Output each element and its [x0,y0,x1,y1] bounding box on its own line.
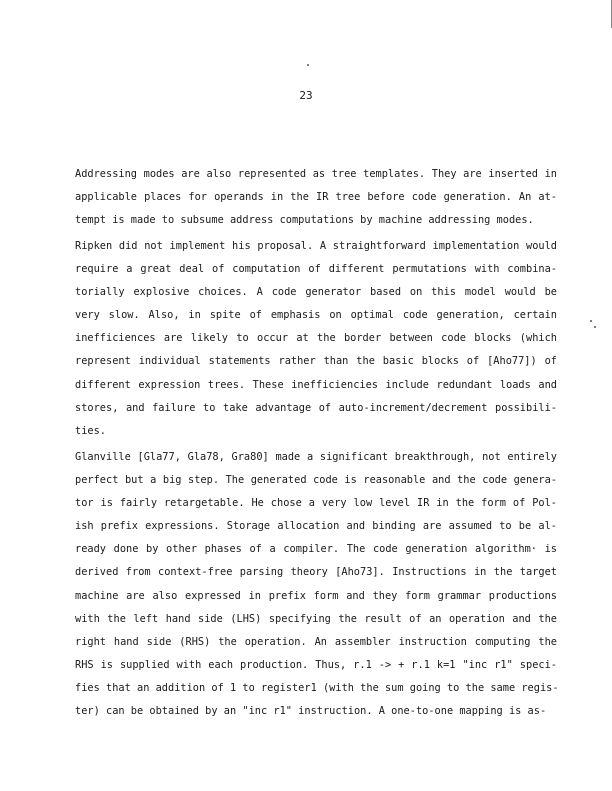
page-number: 23 [299,89,313,102]
scan-speck [590,320,592,322]
text-line: with the left hand side (LHS) specifying the result of an operation and the [75,612,557,625]
text-line: derived from context-free parsing theory [Aho73]. Instructions in the target [75,566,557,579]
text-line: torially explosive choices. A code generator based on this model would be [75,286,557,299]
text-line: right hand side (RHS) the operation. An assembler instruction computing the [75,635,557,648]
scan-speck [594,326,596,328]
text-line: perfect but a big step. The generated code is reasonable and the code genera- [75,474,557,487]
text-line: machine are also expressed in prefix form and they form grammar productions [75,589,557,602]
paragraph-ripken [75,235,557,443]
text-line: applicable places for operands in the IR tree before code generation. An at- [75,191,557,204]
text-line: tempt is made to subsume address computations by machine addressing modes. [75,214,534,227]
text-line: Glanville [Gla77, Gla78, Gra80] made a significant breakthrough, not entirely [75,451,557,463]
text-line: ready done by other phases of a compiler. The code generation algorithm· is [75,543,557,556]
text-line: ties. [75,424,106,437]
text-line: different expression trees. These inefficiencies include redundant loads and [75,378,557,391]
text-line: RHS is supplied with each production. Thus, r.1 -> + r.1 k=1 "inc r1" speci- [75,658,557,671]
text-line: stores, and failure to take advantage of auto-increment/decrement possibili- [75,401,557,414]
text-line: Ripken did not implement his proposal. A straightforward implementation would [75,240,557,252]
text-line: very slow. Also, in spite of emphasis on optimal code generation, certain [75,309,557,322]
paragraph-addressing-modes [75,163,557,232]
text-line: inefficiences are likely to occur at the border between code blocks (which [75,332,557,345]
paragraph-glanville [75,446,557,723]
text-line: Addressing modes are also represented as tree templates. They are inserted in [75,168,557,180]
text-line: ter) can be obtained by an "inc r1" instruction. A one-to-one mapping is as- [75,705,547,718]
scan-speck [307,64,309,66]
text-line: tor is fairly retargetable. He chose a very low level IR in the form of Pol- [75,497,557,510]
text-line: fies that an addition of 1 to register1 (with the sum going to the same regis- [75,681,559,694]
text-line: ish prefix expressions. Storage allocation and binding are assumed to be al- [75,520,557,533]
text-line: represent individual statements rather than the basic blocks of [Aho77]) of [75,355,557,368]
text-line: require a great deal of computation of different permutations with combina- [75,263,557,276]
